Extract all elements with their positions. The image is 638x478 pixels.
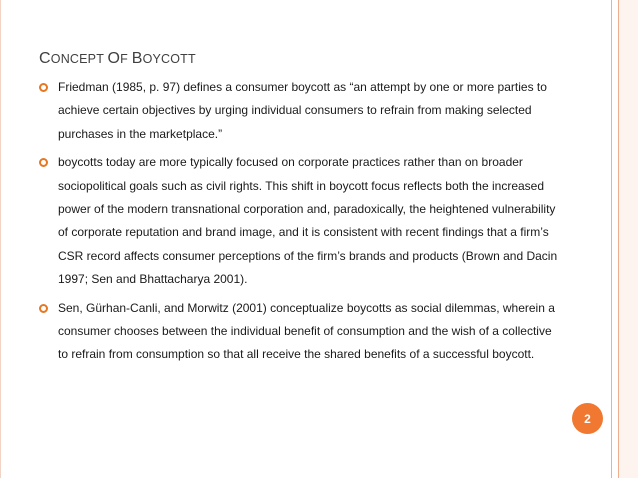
title-cap: C	[39, 50, 51, 67]
edge-line	[611, 0, 612, 478]
bullet-item	[39, 151, 559, 291]
title-rest: ONCEPT	[50, 52, 108, 66]
bullet-icon	[39, 83, 48, 92]
bullet-item	[39, 76, 559, 146]
edge-band	[619, 0, 638, 478]
title-cap: B	[131, 50, 143, 67]
title-rest: F	[120, 52, 132, 66]
page-number-badge	[572, 403, 603, 434]
title-rest: OYCOTT	[142, 52, 196, 66]
bullet-text: Sen, Gürhan-Canli, and Morwitz (2001) conceptualize boycotts as social dilemmas, wherein a consumer chooses between the individual benefit of consumption and the wish of a collective to refrain from consumption so that all receive the shared benefits of a successful boycott.	[58, 300, 555, 362]
bullet-list	[39, 76, 559, 372]
bullet-item	[39, 297, 559, 367]
slide-title	[39, 34, 196, 71]
bullet-icon	[39, 158, 48, 167]
bullet-text: boycotts today are more typically focused on corporate practices rather than on broader sociopolitical goals such as civil rights. This shift in boycott focus reflects both the increased power of the modern transnational corporation and, paradoxically, the heightened vulnerability of corporate reputation and brand image, and it is consistent with recent findings that a firm’s CSR record affects consumer perceptions of the firm’s brands and products (Brown and Dacin 1997; Sen and Bhattacharya 2001).	[58, 155, 558, 287]
bullet-icon	[39, 304, 48, 313]
bullet-text: Friedman (1985, p. 97) defines a consumer boycott as “an attempt by one or more parties to achieve certain objectives by urging individual consumers to refrain from making selected purchases in the marketplace.”	[58, 80, 547, 141]
title-cap: O	[107, 50, 121, 67]
page-number: 2	[584, 411, 591, 426]
